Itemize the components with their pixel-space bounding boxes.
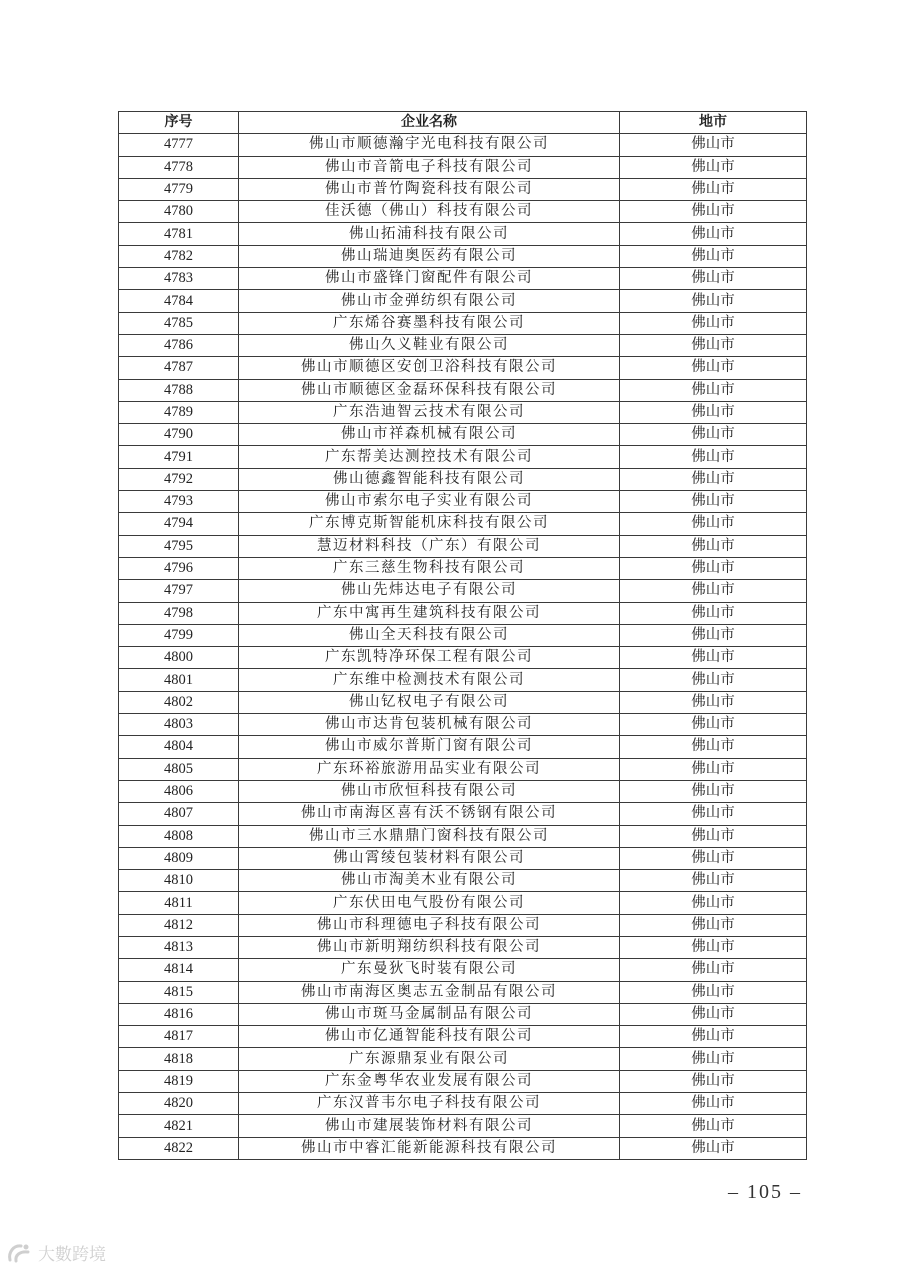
cell-seq: 4803 [119,714,239,736]
cell-seq: 4804 [119,736,239,758]
cell-city: 佛山市 [620,268,807,290]
table-row [119,557,807,579]
table-row [119,1093,807,1115]
cell-seq: 4814 [119,959,239,981]
cell-seq: 4819 [119,1070,239,1092]
table-row [119,647,807,669]
table-row [119,312,807,334]
cell-enterprise-name: 佛山市祥森机械有限公司 [239,424,620,446]
cell-seq: 4781 [119,223,239,245]
table-row [119,1026,807,1048]
table-row [119,780,807,802]
cell-city: 佛山市 [620,736,807,758]
cell-seq: 4786 [119,334,239,356]
cell-city: 佛山市 [620,245,807,267]
cell-city: 佛山市 [620,468,807,490]
cell-seq: 4791 [119,446,239,468]
table-row [119,758,807,780]
table-row [119,201,807,223]
cell-city: 佛山市 [620,290,807,312]
cell-seq: 4797 [119,580,239,602]
table-row [119,1048,807,1070]
cell-city: 佛山市 [620,691,807,713]
table-row [119,580,807,602]
cell-city: 佛山市 [620,870,807,892]
watermark-text: 大數跨境 [38,1245,106,1265]
cell-seq: 4801 [119,669,239,691]
cell-seq: 4788 [119,379,239,401]
table-row [119,936,807,958]
table-row [119,245,807,267]
cell-seq: 4822 [119,1137,239,1159]
cell-enterprise-name: 广东博克斯智能机床科技有限公司 [239,513,620,535]
cell-seq: 4815 [119,981,239,1003]
cell-enterprise-name: 佛山市盛锋门窗配件有限公司 [239,268,620,290]
table-row [119,401,807,423]
cell-enterprise-name: 佛山市科理德电子科技有限公司 [239,914,620,936]
cell-city: 佛山市 [620,1137,807,1159]
page-number: – 105 – [728,1181,802,1203]
table-row [119,1115,807,1137]
cell-seq: 4777 [119,134,239,156]
cell-enterprise-name: 佛山市三水鼎鼎门窗科技有限公司 [239,825,620,847]
table-row [119,914,807,936]
cell-seq: 4817 [119,1026,239,1048]
cell-seq: 4785 [119,312,239,334]
table-row [119,981,807,1003]
table-row [119,513,807,535]
cell-city: 佛山市 [620,1070,807,1092]
cell-enterprise-name: 广东维中检测技术有限公司 [239,669,620,691]
cell-seq: 4821 [119,1115,239,1137]
cell-city: 佛山市 [620,914,807,936]
table-row [119,334,807,356]
cell-city: 佛山市 [620,981,807,1003]
cell-seq: 4809 [119,847,239,869]
cell-seq: 4812 [119,914,239,936]
cell-seq: 4796 [119,557,239,579]
cell-seq: 4810 [119,870,239,892]
cell-seq: 4813 [119,936,239,958]
cell-seq: 4820 [119,1093,239,1115]
table-row [119,446,807,468]
cell-city: 佛山市 [620,223,807,245]
cell-city: 佛山市 [620,312,807,334]
cell-enterprise-name: 广东源鼎泵业有限公司 [239,1048,620,1070]
cell-city: 佛山市 [620,1003,807,1025]
cell-enterprise-name: 广东凯特净环保工程有限公司 [239,647,620,669]
cell-enterprise-name: 佛山市顺德瀚宇光电科技有限公司 [239,134,620,156]
cell-seq: 4782 [119,245,239,267]
cell-enterprise-name: 佛山钇权电子有限公司 [239,691,620,713]
cell-city: 佛山市 [620,424,807,446]
table-row [119,959,807,981]
cell-seq: 4787 [119,357,239,379]
enterprise-table [118,111,807,1160]
cell-city: 佛山市 [620,624,807,646]
cell-enterprise-name: 佛山市金弹纺织有限公司 [239,290,620,312]
header-name: 企业名称 [239,112,620,134]
cell-enterprise-name: 广东环裕旅游用品实业有限公司 [239,758,620,780]
cell-enterprise-name: 佛山市斑马金属制品有限公司 [239,1003,620,1025]
cell-city: 佛山市 [620,847,807,869]
cell-enterprise-name: 佛山全天科技有限公司 [239,624,620,646]
table-row [119,1003,807,1025]
cell-enterprise-name: 佛山霄绫包装材料有限公司 [239,847,620,869]
cell-city: 佛山市 [620,803,807,825]
cell-enterprise-name: 佛山久义鞋业有限公司 [239,334,620,356]
cell-seq: 4794 [119,513,239,535]
cell-city: 佛山市 [620,825,807,847]
cell-enterprise-name: 广东浩迪智云技术有限公司 [239,401,620,423]
cell-enterprise-name: 佛山市顺德区安创卫浴科技有限公司 [239,357,620,379]
cell-seq: 4816 [119,1003,239,1025]
cell-enterprise-name: 佛山德鑫智能科技有限公司 [239,468,620,490]
table-row [119,178,807,200]
table-row [119,290,807,312]
cell-seq: 4800 [119,647,239,669]
table-row [119,624,807,646]
header-city: 地市 [620,112,807,134]
cell-seq: 4784 [119,290,239,312]
table-row [119,714,807,736]
table-row [119,357,807,379]
cell-enterprise-name: 佛山市中睿汇能新能源科技有限公司 [239,1137,620,1159]
cell-city: 佛山市 [620,178,807,200]
cell-enterprise-name: 佛山市淘美木业有限公司 [239,870,620,892]
cell-enterprise-name: 佛山市欣恒科技有限公司 [239,780,620,802]
cell-city: 佛山市 [620,156,807,178]
cell-seq: 4790 [119,424,239,446]
cell-enterprise-name: 佛山瑞迪奥医药有限公司 [239,245,620,267]
table-row [119,825,807,847]
cell-enterprise-name: 佛山市南海区喜有沃不锈钢有限公司 [239,803,620,825]
table-row [119,803,807,825]
cell-city: 佛山市 [620,892,807,914]
cell-seq: 4793 [119,491,239,513]
cell-city: 佛山市 [620,334,807,356]
cell-enterprise-name: 广东帮美达测控技术有限公司 [239,446,620,468]
cell-city: 佛山市 [620,401,807,423]
cell-seq: 4783 [119,268,239,290]
table-row [119,736,807,758]
cell-enterprise-name: 佛山市顺德区金磊环保科技有限公司 [239,379,620,401]
cell-city: 佛山市 [620,936,807,958]
cell-enterprise-name: 广东中寓再生建筑科技有限公司 [239,602,620,624]
table-row [119,1070,807,1092]
header-seq: 序号 [119,112,239,134]
cell-enterprise-name: 广东金粤华农业发展有限公司 [239,1070,620,1092]
cell-city: 佛山市 [620,780,807,802]
cell-seq: 4811 [119,892,239,914]
watermark [6,1240,106,1265]
cell-city: 佛山市 [620,446,807,468]
cell-city: 佛山市 [620,1115,807,1137]
table-row [119,424,807,446]
table-row [119,892,807,914]
table-row [119,491,807,513]
table-row [119,156,807,178]
cell-city: 佛山市 [620,714,807,736]
cell-enterprise-name: 佛山市威尔普斯门窗有限公司 [239,736,620,758]
table-row [119,1137,807,1159]
cell-seq: 4789 [119,401,239,423]
cell-enterprise-name: 佳沃德（佛山）科技有限公司 [239,201,620,223]
cell-enterprise-name: 佛山拓浦科技有限公司 [239,223,620,245]
table-row [119,268,807,290]
cell-city: 佛山市 [620,513,807,535]
brand-logo-icon [6,1242,32,1264]
cell-enterprise-name: 慧迈材料科技（广东）有限公司 [239,535,620,557]
cell-seq: 4792 [119,468,239,490]
table-row [119,134,807,156]
cell-enterprise-name: 佛山市建展装饰材料有限公司 [239,1115,620,1137]
cell-city: 佛山市 [620,1026,807,1048]
cell-enterprise-name: 佛山先炜达电子有限公司 [239,580,620,602]
table-row [119,379,807,401]
table-row [119,847,807,869]
cell-seq: 4807 [119,803,239,825]
cell-city: 佛山市 [620,758,807,780]
cell-city: 佛山市 [620,535,807,557]
cell-enterprise-name: 广东曼狄飞时装有限公司 [239,959,620,981]
cell-city: 佛山市 [620,201,807,223]
cell-city: 佛山市 [620,134,807,156]
cell-enterprise-name: 广东三慈生物科技有限公司 [239,557,620,579]
cell-enterprise-name: 佛山市普竹陶瓷科技有限公司 [239,178,620,200]
table-row [119,870,807,892]
cell-seq: 4778 [119,156,239,178]
cell-seq: 4799 [119,624,239,646]
cell-seq: 4808 [119,825,239,847]
cell-city: 佛山市 [620,959,807,981]
cell-enterprise-name: 广东汉普韦尔电子科技有限公司 [239,1093,620,1115]
cell-enterprise-name: 佛山市索尔电子实业有限公司 [239,491,620,513]
cell-enterprise-name: 佛山市音箭电子科技有限公司 [239,156,620,178]
cell-seq: 4780 [119,201,239,223]
cell-city: 佛山市 [620,602,807,624]
cell-city: 佛山市 [620,557,807,579]
cell-city: 佛山市 [620,1093,807,1115]
cell-enterprise-name: 佛山市南海区奥志五金制品有限公司 [239,981,620,1003]
table-row [119,602,807,624]
table-row [119,669,807,691]
table-row [119,468,807,490]
cell-city: 佛山市 [620,669,807,691]
table-header-row [119,112,807,134]
table-row [119,691,807,713]
cell-seq: 4795 [119,535,239,557]
cell-city: 佛山市 [620,357,807,379]
cell-city: 佛山市 [620,379,807,401]
table-row [119,535,807,557]
cell-seq: 4805 [119,758,239,780]
cell-enterprise-name: 佛山市新明翔纺织科技有限公司 [239,936,620,958]
cell-seq: 4802 [119,691,239,713]
cell-seq: 4806 [119,780,239,802]
cell-city: 佛山市 [620,647,807,669]
cell-seq: 4818 [119,1048,239,1070]
cell-city: 佛山市 [620,1048,807,1070]
cell-seq: 4779 [119,178,239,200]
cell-enterprise-name: 广东伏田电气股份有限公司 [239,892,620,914]
cell-enterprise-name: 佛山市达肯包装机械有限公司 [239,714,620,736]
table-row [119,223,807,245]
cell-seq: 4798 [119,602,239,624]
cell-city: 佛山市 [620,491,807,513]
cell-city: 佛山市 [620,580,807,602]
cell-enterprise-name: 广东烯谷赛墨科技有限公司 [239,312,620,334]
cell-enterprise-name: 佛山市亿通智能科技有限公司 [239,1026,620,1048]
table-body [119,134,807,1160]
